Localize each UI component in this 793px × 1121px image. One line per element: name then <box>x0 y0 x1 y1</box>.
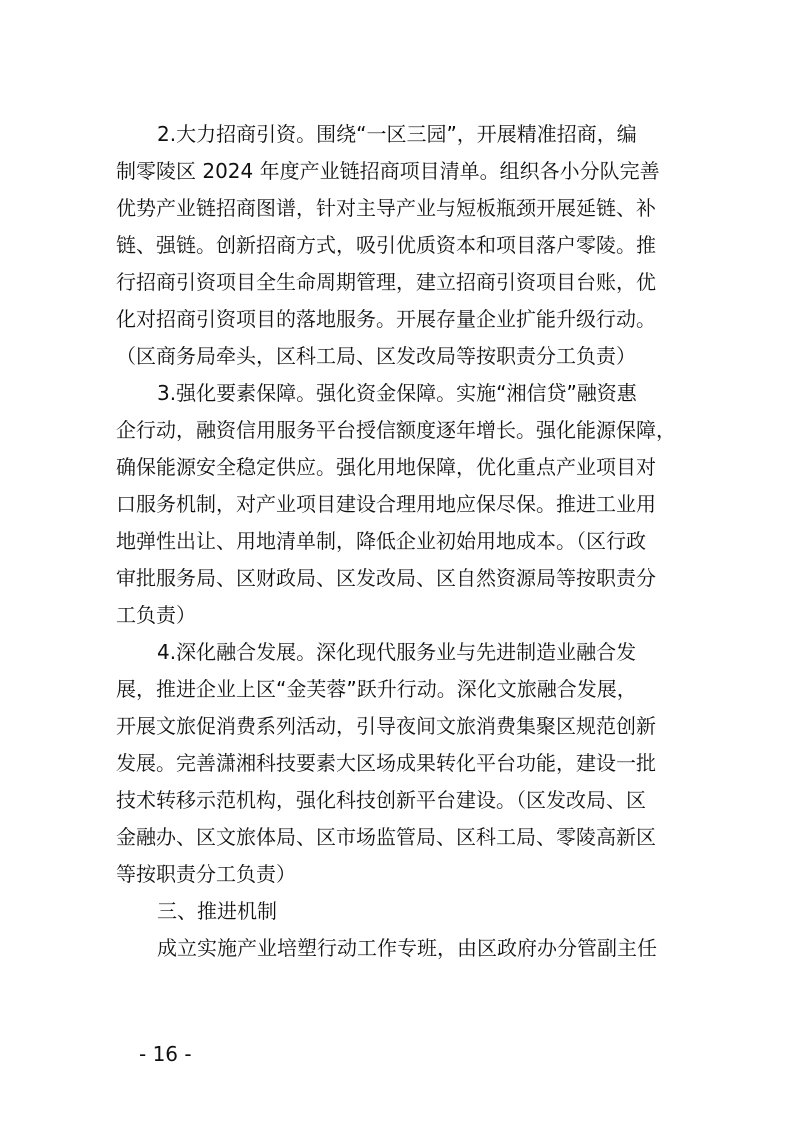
paragraph-line: 链、强链。创新招商方式，吸引优质资本和项目落户零陵。推 <box>116 233 656 257</box>
paragraph-line: 技术转移示范机构，强化科技创新平台建设。（区发改局、区 <box>116 788 646 812</box>
paragraph-line: 制零陵区 2024 年度产业链招商项目清单。组织各小分队完善 <box>116 159 660 183</box>
paragraph-line: 确保能源安全稳定供应。强化用地保障，优化重点产业项目对 <box>116 455 656 479</box>
paragraph-line: 审批服务局、区财政局、区发改局、区自然资源局等按职责分 <box>116 566 656 590</box>
paragraph-line: 2.大力招商引资。围绕“一区三园”，开展精准招商，编 <box>157 122 637 146</box>
paragraph-line: 金融办、区文旅体局、区市场监管局、区科工局、零陵高新区 <box>116 825 656 849</box>
paragraph-line: 发展。完善潇湘科技要素大区场成果转化平台功能，建设一批 <box>116 751 656 775</box>
paragraph-line: 展，推进企业上区“金芙蓉”跃升行动。深化文旅融合发展， <box>116 677 637 701</box>
paragraph-line: 优势产业链招商图谱，针对主导产业与短板瓶颈开展延链、补 <box>116 196 656 220</box>
paragraph-line: 等按职责分工负责） <box>116 862 296 886</box>
paragraph-line: 地弹性出让、用地清单制，降低企业初始用地成本。（区行政 <box>116 529 646 553</box>
paragraph-line: 开展文旅促消费系列活动，引导夜间文旅消费集聚区规范创新 <box>116 714 656 738</box>
section-heading: 三、推进机制 <box>157 899 277 923</box>
paragraph-line: 口服务机制，对产业项目建设合理用地应保尽保。推进工业用 <box>116 492 656 516</box>
paragraph-line: 化对招商引资项目的落地服务。开展存量企业扩能升级行动。 <box>116 307 656 331</box>
paragraph-line: 4.深化融合发展。深化现代服务业与先进制造业融合发 <box>157 640 637 664</box>
page-number: - 16 - <box>139 1042 192 1066</box>
paragraph-line: 工负责） <box>116 603 196 627</box>
paragraph-line: 企行动，融资信用服务平台授信额度逐年增长。强化能源保障， <box>116 418 676 442</box>
paragraph-line: （区商务局牵头，区科工局、区发改局等按职责分工负责） <box>116 344 636 368</box>
paragraph-line: 3.强化要素保障。强化资金保障。实施“湘信贷”融资惠 <box>157 381 637 405</box>
paragraph-line: 成立实施产业培塑行动工作专班，由区政府办分管副主任 <box>157 936 657 960</box>
paragraph-line: 行招商引资项目全生命周期管理，建立招商引资项目台账，优 <box>116 270 656 294</box>
